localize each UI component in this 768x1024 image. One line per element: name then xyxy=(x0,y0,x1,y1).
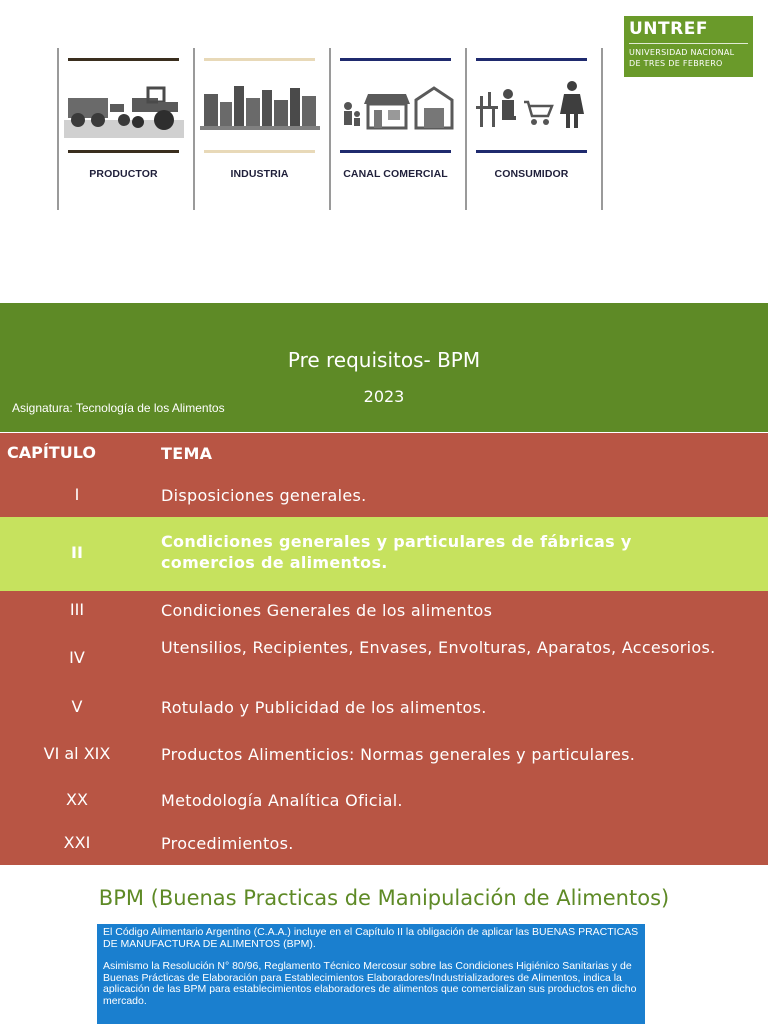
food-chain-graphic xyxy=(57,48,605,210)
table-row xyxy=(0,779,768,823)
row-tema: Procedimientos. xyxy=(161,834,294,853)
stage-consumidor xyxy=(468,48,595,210)
info-paragraph: El Código Alimentario Argentino (C.A.A.) incluye en el Capítulo II la obligación de aplicar las BUENAS PRACTICAS DE MANUFACTURA DE ALIMENTOS (BPM). xyxy=(103,926,639,950)
table-row xyxy=(0,823,768,865)
page-title: Pre requisitos- BPM xyxy=(287,348,481,372)
year-label: 2023 xyxy=(363,387,405,406)
row-capitulo: II xyxy=(71,543,83,562)
subject-label: Asignatura: Tecnología de los Alimentos xyxy=(12,401,225,415)
row-capitulo: V xyxy=(71,697,83,716)
stage-canal-comercial xyxy=(332,48,459,210)
chapters-table xyxy=(0,433,768,865)
store-icon xyxy=(336,76,456,138)
stage-label: CANAL COMERCIAL xyxy=(343,168,448,180)
table-header-row xyxy=(0,433,768,475)
logo-name: UNTREF xyxy=(629,19,708,39)
table-row xyxy=(0,475,768,517)
stage-label: INDUSTRIA xyxy=(230,168,289,180)
row-capitulo: XX xyxy=(66,790,88,809)
row-capitulo: VI al XIX xyxy=(43,744,111,763)
row-tema: Metodología Analítica Oficial. xyxy=(161,791,403,810)
chain-divider xyxy=(193,48,195,210)
stage-bar xyxy=(204,150,315,153)
stage-bar xyxy=(476,150,587,153)
table-row xyxy=(0,732,768,779)
title-band xyxy=(0,303,768,432)
stage-label: CONSUMIDOR xyxy=(494,168,569,180)
bpm-heading: BPM (Buenas Practicas de Manipulación de Alimentos) xyxy=(98,886,670,910)
consumer-icon xyxy=(472,76,592,138)
stage-productor xyxy=(60,48,187,210)
stage-bar xyxy=(68,150,179,153)
table-row xyxy=(0,687,768,732)
stage-bar xyxy=(340,150,451,153)
header-capitulo: CAPÍTULO xyxy=(7,443,96,462)
chain-divider xyxy=(601,48,603,210)
factory-icon xyxy=(200,76,320,138)
row-tema: Condiciones Generales de los alimentos xyxy=(161,601,493,620)
stage-label: PRODUCTOR xyxy=(89,168,158,180)
row-tema: Condiciones generales y particulares de fábricas y comercios de alimentos. xyxy=(161,532,632,572)
info-box xyxy=(97,924,645,1024)
table-row xyxy=(0,631,768,687)
table-row-highlighted xyxy=(0,517,768,591)
row-capitulo: I xyxy=(74,485,80,504)
row-tema: Rotulado y Publicidad de los alimentos. xyxy=(161,698,487,717)
chain-divider xyxy=(329,48,331,210)
stage-industria xyxy=(196,48,323,210)
row-capitulo: XXI xyxy=(63,833,91,852)
header-tema: TEMA xyxy=(161,444,213,463)
tractor-icon xyxy=(64,76,184,138)
logo-line1: UNIVERSIDAD NACIONAL xyxy=(629,48,735,57)
row-capitulo: III xyxy=(69,600,85,619)
logo-rule xyxy=(629,43,748,44)
chain-divider xyxy=(57,48,59,210)
stage-bar xyxy=(68,58,179,61)
row-tema: Disposiciones generales. xyxy=(161,486,367,505)
stage-bar xyxy=(476,58,587,61)
logo-line2: DE TRES DE FEBRERO xyxy=(629,59,723,68)
info-paragraph: Asimismo la Resolución N° 80/96, Reglamento Técnico Mercosur sobre las Condiciones Higiénico Sanitarias y de Buenas Prácticas de Elaboración para Establecimientos Elaboradores/Industrializadores de Alimentos, indica la aplicación de las BPM para establecimientos elaboradores de alimentos que comercializan sus productos en dicho mercado. xyxy=(103,960,637,1007)
stage-bar xyxy=(204,58,315,61)
table-row xyxy=(0,591,768,631)
row-tema: Productos Alimenticios: Normas generales y particulares. xyxy=(161,745,636,764)
row-tema: Utensilios, Recipientes, Envases, Envolturas, Aparatos, Accesorios. xyxy=(161,638,716,657)
stage-bar xyxy=(340,58,451,61)
chain-divider xyxy=(465,48,467,210)
untref-logo xyxy=(624,16,753,77)
row-capitulo: IV xyxy=(69,648,85,667)
